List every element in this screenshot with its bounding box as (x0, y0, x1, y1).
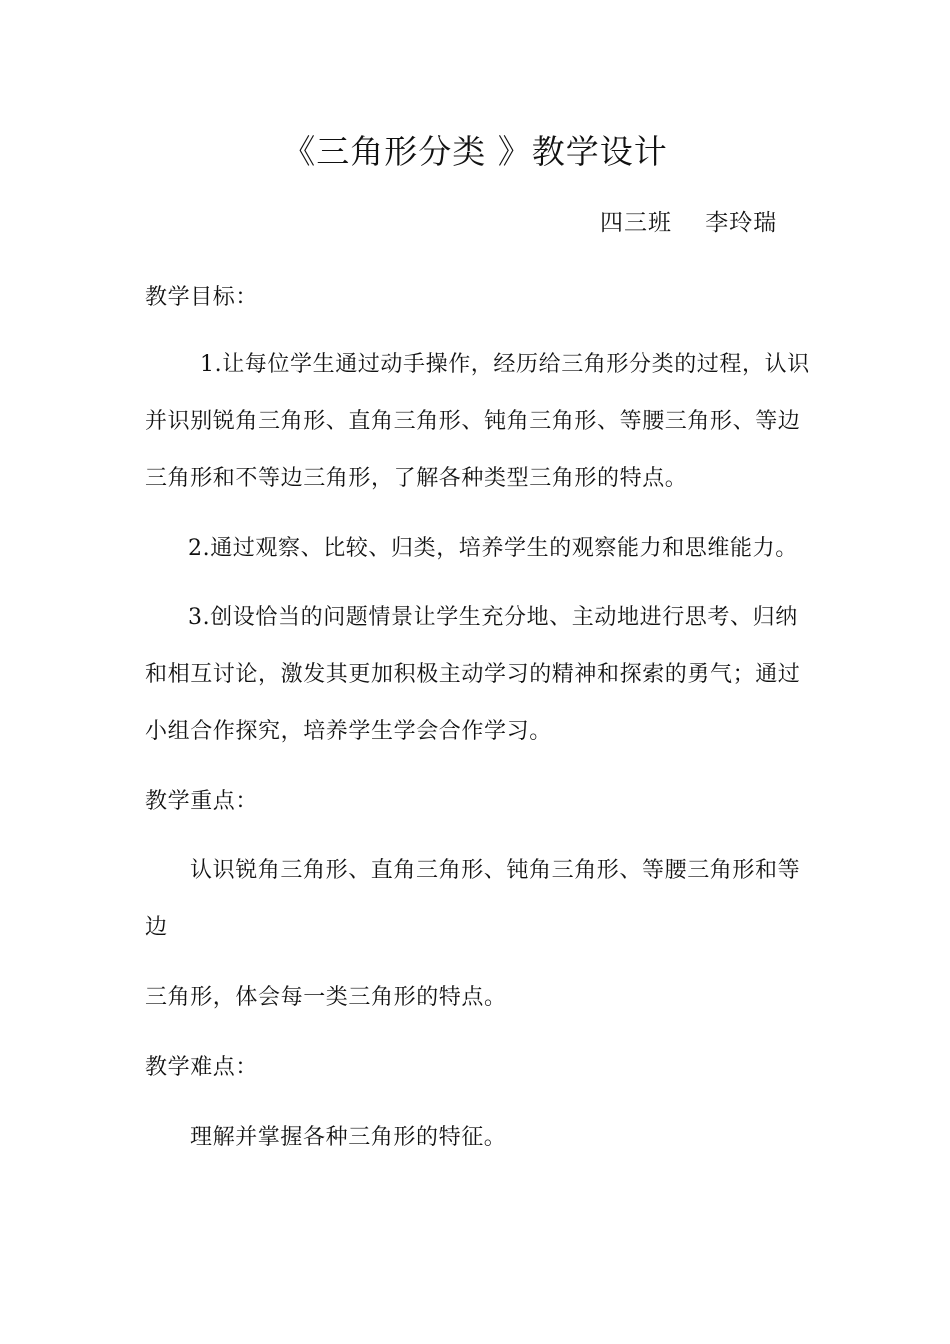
objectives-line-6: 和相互讨论，激发其更加积极主动学习的精神和探索的勇气；通过 (145, 662, 801, 687)
objectives-line-4: 2.通过观察、比较、归类，培养学生的观察能力和思维能力。 (188, 536, 798, 561)
author-line: 四三班 李玲瑞 (600, 210, 778, 236)
document-title: 《三角形分类 》教学设计 (282, 132, 668, 171)
key-points-line-2: 边 (145, 915, 168, 940)
difficulties-line-1: 理解并掌握各种三角形的特征。 (190, 1125, 507, 1150)
objectives-heading: 教学目标： (145, 285, 259, 310)
key-points-heading: 教学重点： (145, 789, 259, 814)
objectives-line-5: 3.创设恰当的问题情景让学生充分地、主动地进行思考、归纳 (188, 605, 798, 630)
key-points-line-1: 认识锐角三角形、直角三角形、钝角三角形、等腰三角形和等 (190, 858, 801, 883)
objectives-line-7: 小组合作探究，培养学生学会合作学习。 (145, 719, 552, 744)
objectives-line-1: 1.让每位学生通过动手操作，经历给三角形分类的过程，认识 (200, 352, 810, 377)
objectives-line-3: 三角形和不等边三角形，了解各种类型三角形的特点。 (145, 466, 688, 491)
objectives-line-2: 并识别锐角三角形、直角三角形、钝角三角形、等腰三角形、等边 (145, 409, 801, 434)
key-points-line-3: 三角形，体会每一类三角形的特点。 (145, 985, 507, 1010)
difficulties-heading: 教学难点： (145, 1055, 259, 1080)
